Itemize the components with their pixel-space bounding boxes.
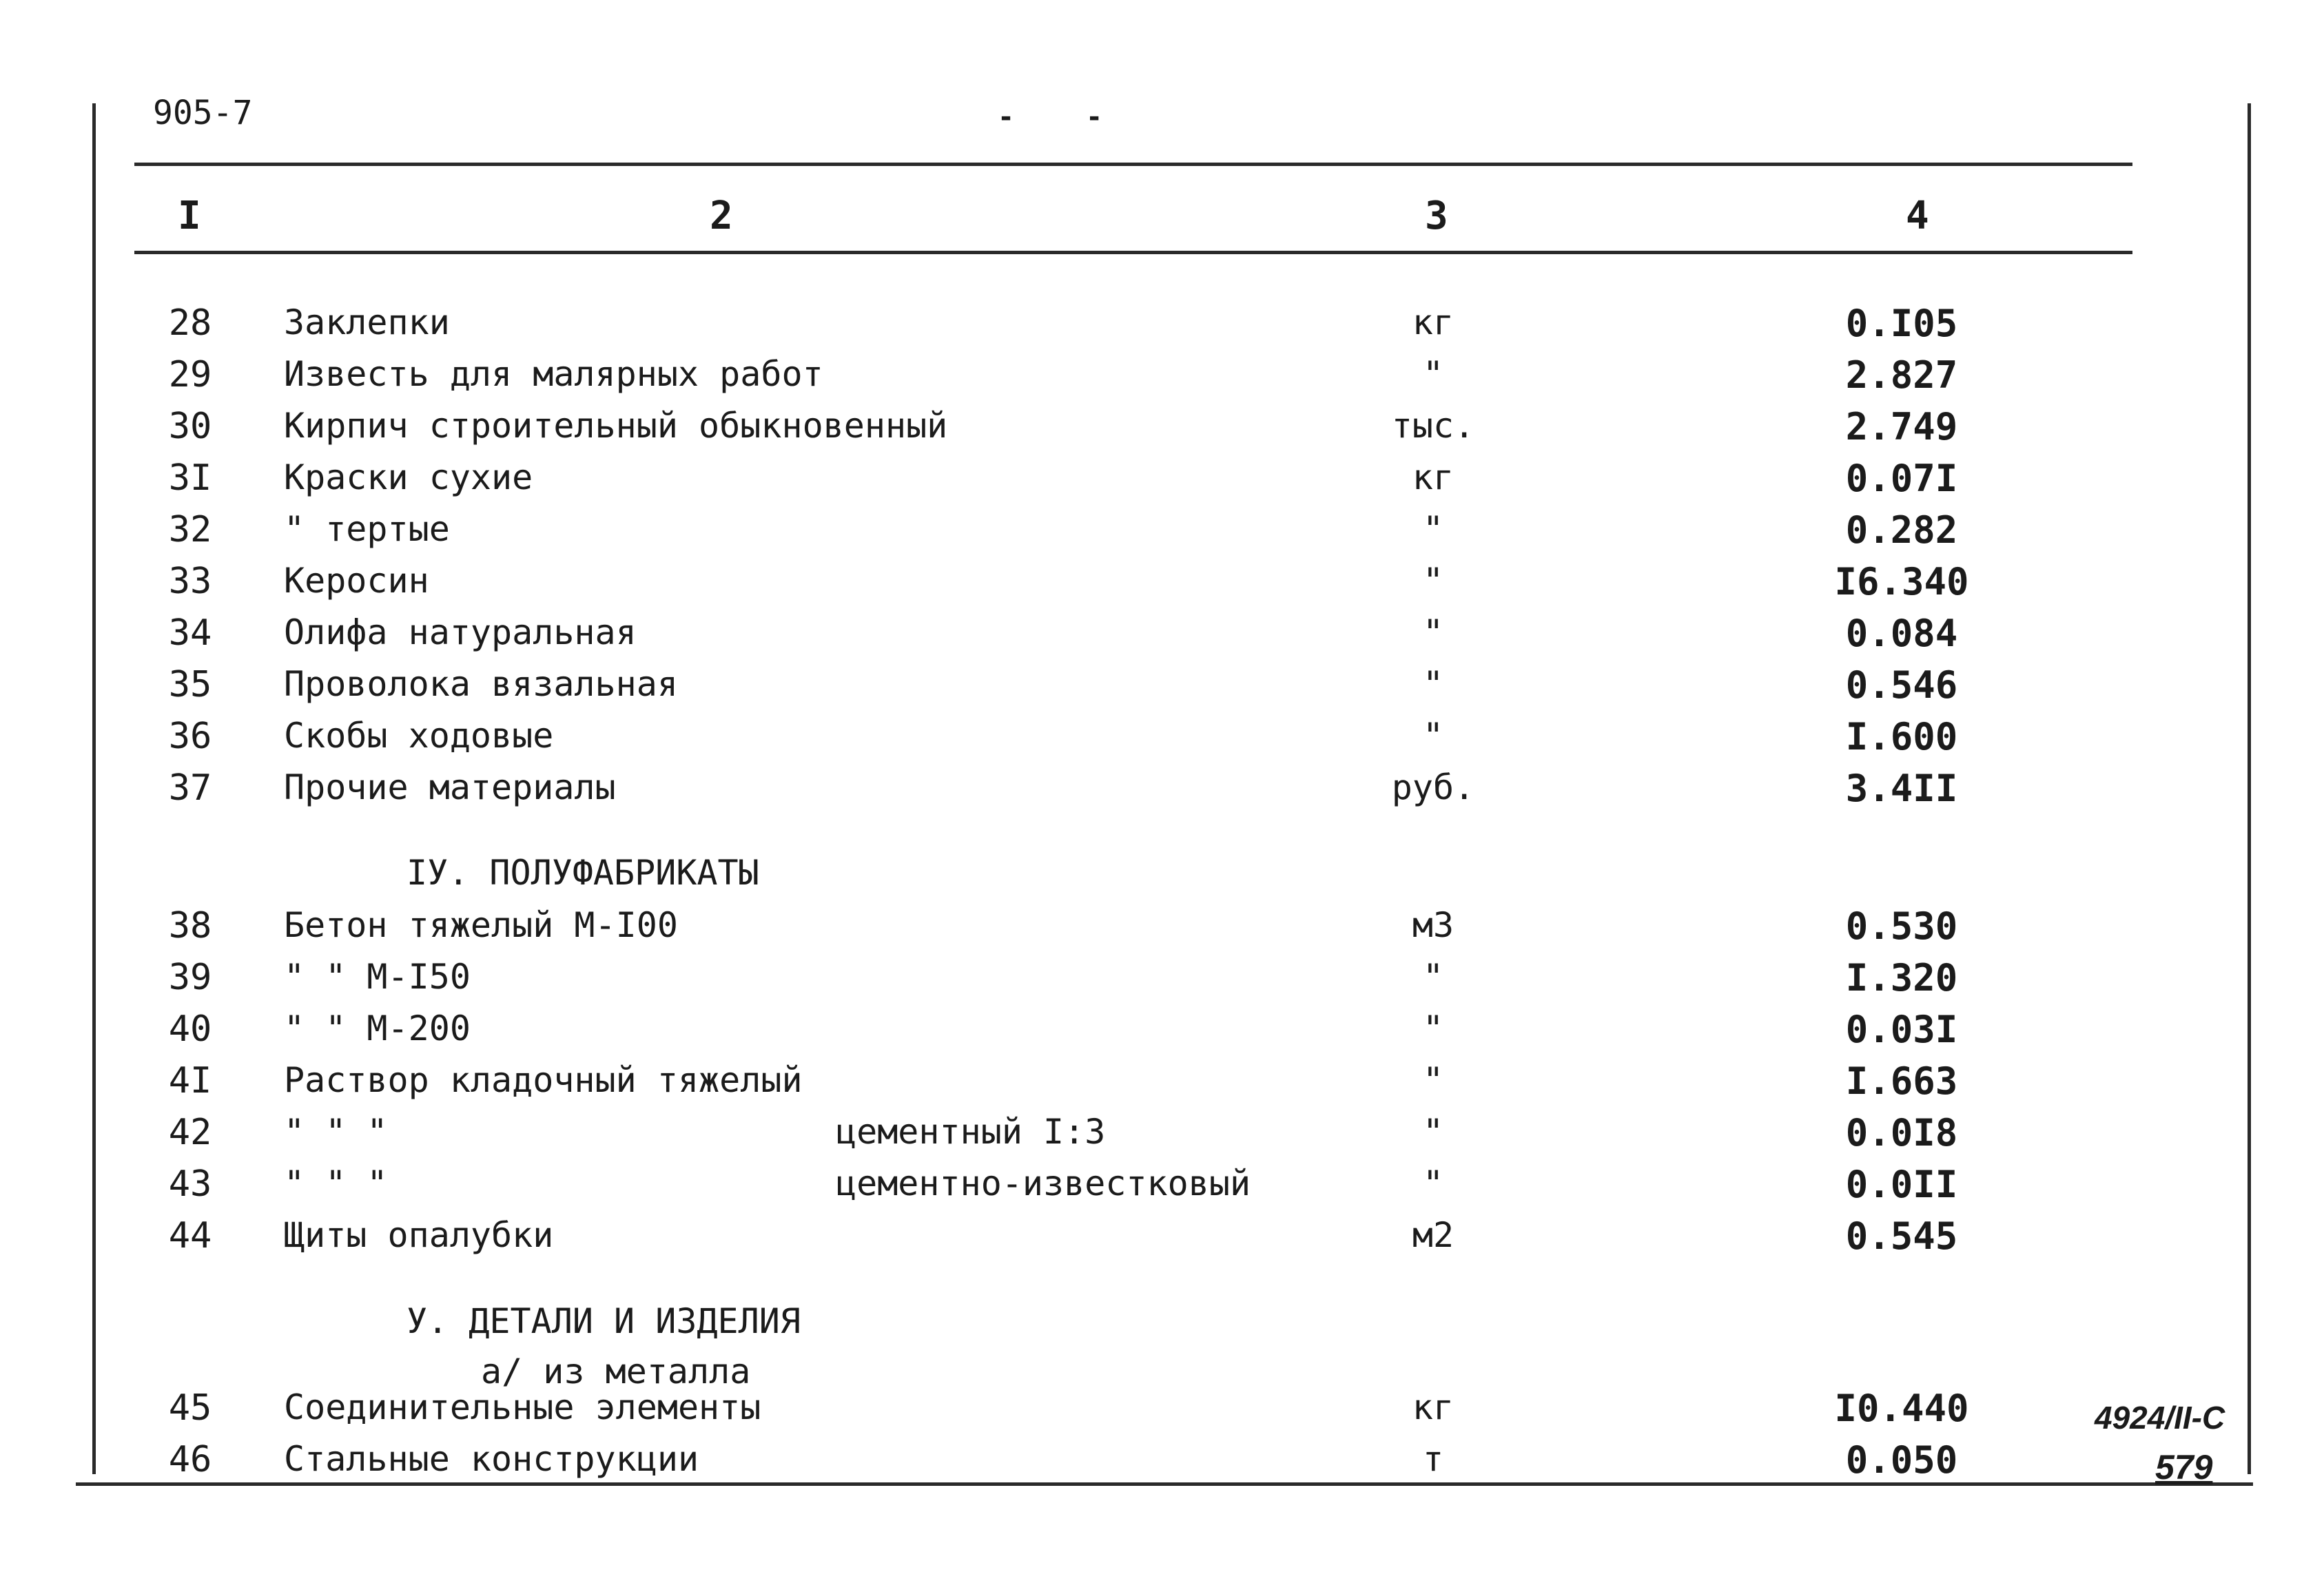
unit: " <box>1422 561 1444 601</box>
material-name: Керосин <box>284 561 429 601</box>
quantity: 0.0I8 <box>1845 1111 1958 1155</box>
table-row <box>0 767 2324 822</box>
project-code-stamp: 4924/II-С <box>2095 1400 2225 1436</box>
table-row <box>0 457 2324 512</box>
unit: м2 <box>1412 1215 1454 1255</box>
sheet-number-stamp: 579 <box>2155 1448 2213 1487</box>
row-number: 42 <box>168 1112 212 1153</box>
page-marker: - - <box>998 101 1131 133</box>
material-name: Проволока вязальная <box>284 664 678 704</box>
table-row <box>0 1111 2324 1166</box>
row-number: 38 <box>168 905 212 946</box>
quantity: 0.084 <box>1845 612 1958 655</box>
material-name: " " М-I50 <box>284 957 471 997</box>
row-number: 43 <box>168 1163 212 1205</box>
table-top-rule <box>134 163 2132 166</box>
unit: " <box>1422 716 1444 756</box>
table-row <box>0 508 2324 563</box>
row-number: 33 <box>168 561 212 602</box>
material-name: Соединительные элементы <box>284 1387 761 1427</box>
quantity: I.320 <box>1845 956 1958 1000</box>
table-row <box>0 663 2324 718</box>
table-row <box>0 1059 2324 1115</box>
row-number: 45 <box>168 1387 212 1429</box>
row-number: 36 <box>168 716 212 757</box>
row-number: 40 <box>168 1008 212 1050</box>
quantity: I6.340 <box>1834 560 1969 603</box>
table-row <box>0 1008 2324 1063</box>
unit: " <box>1422 354 1444 394</box>
quantity: 0.0II <box>1845 1163 1958 1206</box>
unit: " <box>1422 957 1444 997</box>
material-name: Бетон тяжелый М-I00 <box>284 905 678 945</box>
material-name: " тертые <box>284 509 450 549</box>
row-number: 32 <box>168 509 212 550</box>
quantity: I.600 <box>1845 715 1958 758</box>
unit: " <box>1422 509 1444 549</box>
material-name: Прочие материалы <box>284 767 616 807</box>
section-title-parts: У. ДЕТАЛИ И ИЗДЕЛИЯ <box>407 1301 801 1341</box>
material-name: Раствор кладочный тяжелый <box>284 1060 803 1100</box>
column-header-3: 3 <box>1425 194 1448 238</box>
material-name: Олифа натуральная <box>284 612 637 652</box>
material-variant: цементно-известковый <box>836 1163 1251 1203</box>
quantity: 3.4II <box>1845 767 1958 810</box>
row-number: 35 <box>168 664 212 705</box>
material-name: Заклепки <box>284 302 450 342</box>
table-row <box>0 1214 2324 1270</box>
quantity: 2.749 <box>1845 405 1958 448</box>
material-name: Стальные конструкции <box>284 1439 699 1479</box>
unit: " <box>1422 612 1444 652</box>
quantity: 0.03I <box>1845 1008 1958 1051</box>
quantity: 0.282 <box>1845 508 1958 552</box>
row-number: 4I <box>168 1060 212 1101</box>
material-name: Щиты опалубки <box>284 1215 554 1255</box>
material-name: " " " <box>284 1163 388 1203</box>
row-number: 34 <box>168 612 212 654</box>
column-header-2: 2 <box>710 194 733 238</box>
quantity: 0.07I <box>1845 457 1958 500</box>
quantity: I0.440 <box>1834 1387 1969 1430</box>
material-name: " " М-200 <box>284 1008 471 1048</box>
table-row <box>0 715 2324 770</box>
material-name: Краски сухие <box>284 457 533 497</box>
column-header-4: 4 <box>1906 194 1929 238</box>
material-name: Кирпич строительный обыкновенный <box>284 406 948 446</box>
unit: м3 <box>1412 905 1454 945</box>
quantity: 0.545 <box>1845 1214 1958 1258</box>
subsection-title-metal: а/ из металла <box>481 1352 751 1391</box>
unit: " <box>1422 1060 1444 1100</box>
table-row <box>0 1163 2324 1218</box>
row-number: 28 <box>168 302 212 344</box>
row-number: 30 <box>168 406 212 447</box>
table-row <box>0 1438 2324 1493</box>
section-title-semifinished: IУ. ПОЛУФАБРИКАТЫ <box>407 853 759 893</box>
row-number: 3I <box>168 457 212 499</box>
unit: " <box>1422 1008 1444 1048</box>
table-header-rule <box>134 251 2132 254</box>
document-code: 905-7 <box>153 94 253 132</box>
column-header-1: I <box>178 194 201 238</box>
unit: кг <box>1412 302 1454 342</box>
table-row <box>0 405 2324 460</box>
quantity: 0.546 <box>1845 663 1958 707</box>
table-row <box>0 956 2324 1011</box>
unit: кг <box>1412 457 1454 497</box>
table-row <box>0 560 2324 615</box>
quantity: 0.050 <box>1845 1438 1958 1482</box>
table-row <box>0 904 2324 960</box>
unit: " <box>1422 1112 1444 1152</box>
unit: т <box>1422 1439 1444 1479</box>
unit: руб. <box>1391 767 1475 807</box>
unit: тыс. <box>1391 406 1475 446</box>
material-variant: цементный I:3 <box>836 1112 1106 1152</box>
table-row <box>0 1387 2324 1442</box>
quantity: 0.530 <box>1845 904 1958 948</box>
row-number: 29 <box>168 354 212 395</box>
table-row <box>0 302 2324 357</box>
quantity: I.663 <box>1845 1059 1958 1103</box>
material-name: Скобы ходовые <box>284 716 554 756</box>
quantity: 2.827 <box>1845 353 1958 397</box>
table-row <box>0 353 2324 408</box>
unit: " <box>1422 1163 1444 1203</box>
table-row <box>0 612 2324 667</box>
row-number: 46 <box>168 1439 212 1480</box>
row-number: 37 <box>168 767 212 809</box>
row-number: 39 <box>168 957 212 998</box>
unit: кг <box>1412 1387 1454 1427</box>
unit: " <box>1422 664 1444 704</box>
quantity: 0.I05 <box>1845 302 1958 345</box>
row-number: 44 <box>168 1215 212 1256</box>
material-name: Известь для малярных работ <box>284 354 823 394</box>
material-name: " " " <box>284 1112 388 1152</box>
